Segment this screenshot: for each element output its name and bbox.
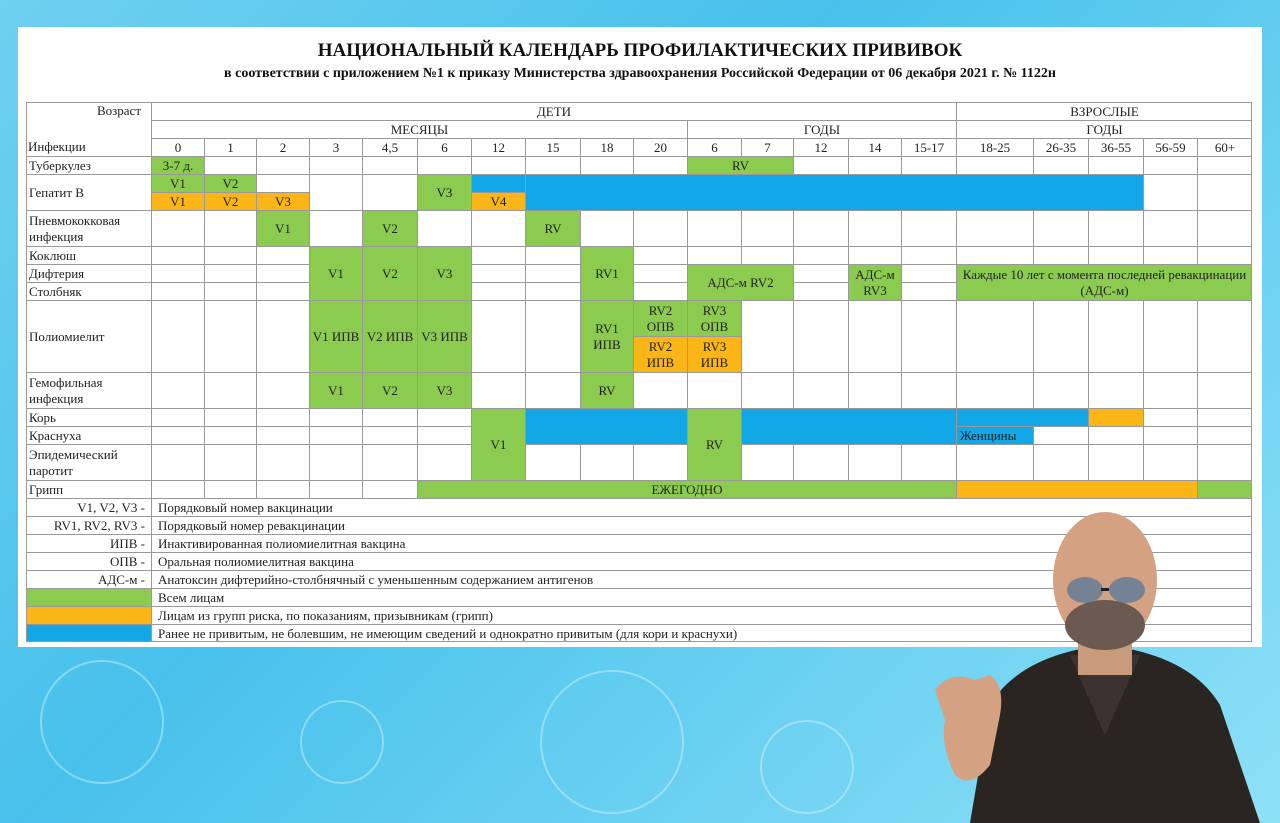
row-label-infection: Краснуха bbox=[26, 426, 151, 444]
empty-cell bbox=[848, 444, 901, 480]
legend-key bbox=[26, 588, 151, 606]
empty-cell bbox=[741, 372, 793, 408]
age-column-header: 18 bbox=[580, 138, 633, 156]
empty-cell bbox=[309, 444, 362, 480]
empty-cell bbox=[793, 282, 848, 300]
flu-elderly-cell bbox=[1197, 480, 1252, 498]
row-label-infection: Гемофильная инфекция bbox=[26, 372, 151, 408]
empty-cell bbox=[633, 210, 687, 246]
empty-cell bbox=[741, 246, 793, 264]
empty-cell bbox=[204, 300, 256, 372]
empty-cell bbox=[1033, 300, 1088, 372]
legend-text: Инактивированная полиомиелитная вакцина bbox=[151, 534, 1252, 552]
age-label: Возраст bbox=[96, 103, 141, 119]
empty-cell bbox=[471, 210, 525, 246]
row-label-infection: Корь bbox=[26, 408, 151, 426]
empty-cell bbox=[151, 300, 204, 372]
empty-cell bbox=[1033, 246, 1088, 264]
empty-cell bbox=[633, 282, 687, 300]
row-label-infection: Грипп bbox=[26, 480, 151, 498]
empty-cell bbox=[1143, 426, 1197, 444]
polio-v3-cell: V3 ИПВ bbox=[417, 300, 471, 372]
empty-cell bbox=[687, 210, 741, 246]
dtp-rv1-cell: RV1 bbox=[580, 246, 633, 300]
hb-v1-cell: V1 bbox=[151, 174, 204, 192]
empty-cell bbox=[956, 444, 1033, 480]
age-column-header: 4,5 bbox=[362, 138, 417, 156]
children-header: ДЕТИ bbox=[151, 102, 956, 120]
pneumo-v1-cell: V1 bbox=[256, 210, 309, 246]
row-label-infection: Пневмококковая инфекция bbox=[26, 210, 151, 246]
background-doodle bbox=[300, 700, 384, 784]
tb-revaccination-cell: RV bbox=[687, 156, 793, 174]
empty-cell bbox=[151, 480, 204, 498]
empty-cell bbox=[362, 408, 417, 426]
empty-cell bbox=[633, 444, 687, 480]
empty-cell bbox=[256, 426, 309, 444]
empty-cell bbox=[151, 210, 204, 246]
empty-cell bbox=[901, 246, 956, 264]
empty-cell bbox=[901, 282, 956, 300]
age-column-header: 2 bbox=[256, 138, 309, 156]
empty-cell bbox=[793, 444, 848, 480]
age-column-header: 3 bbox=[309, 138, 362, 156]
empty-cell bbox=[1143, 210, 1197, 246]
empty-cell bbox=[1143, 246, 1197, 264]
empty-cell bbox=[256, 480, 309, 498]
empty-cell bbox=[956, 246, 1033, 264]
months-header: МЕСЯЦЫ bbox=[151, 120, 687, 138]
pneumo-rv-cell: RV bbox=[525, 210, 580, 246]
age-column-header: 7 bbox=[741, 138, 793, 156]
empty-cell bbox=[901, 156, 956, 174]
empty-cell bbox=[1088, 156, 1143, 174]
adult-diphtheria-cell: Каждые 10 лет с момента последней ревакцинации (АДС-м) bbox=[956, 264, 1252, 300]
legend-text: Анатоксин дифтерийно-столбнячный с уменьшенным содержанием антигенов bbox=[151, 570, 1252, 588]
empty-cell bbox=[1143, 156, 1197, 174]
empty-cell bbox=[580, 210, 633, 246]
hib-v3-cell: V3 bbox=[417, 372, 471, 408]
empty-cell bbox=[151, 426, 204, 444]
dtp-v1-cell: V1 bbox=[309, 246, 362, 300]
empty-cell bbox=[633, 372, 687, 408]
legend-key bbox=[26, 624, 151, 642]
legend-key: V1, V2, V3 - bbox=[26, 498, 151, 516]
age-column-header: 6 bbox=[417, 138, 471, 156]
empty-cell bbox=[525, 246, 580, 264]
hib-rv-cell: RV bbox=[580, 372, 633, 408]
mmr-catchup-cell bbox=[741, 408, 956, 444]
row-label-infection: Столбняк bbox=[26, 282, 151, 300]
empty-cell bbox=[633, 156, 687, 174]
flu-annual-cell: ЕЖЕГОДНО bbox=[417, 480, 956, 498]
age-column-header: 15 bbox=[525, 138, 580, 156]
empty-cell bbox=[956, 300, 1033, 372]
empty-cell bbox=[471, 300, 525, 372]
empty-cell bbox=[309, 156, 362, 174]
row-label-infection: Дифтерия bbox=[26, 264, 151, 282]
empty-cell bbox=[417, 426, 471, 444]
age-column-header: 6 bbox=[687, 138, 741, 156]
adults-header: ВЗРОСЛЫЕ bbox=[956, 102, 1252, 120]
empty-cell bbox=[256, 156, 309, 174]
age-column-header: 20 bbox=[633, 138, 687, 156]
row-label-infection: Коклюш bbox=[26, 246, 151, 264]
empty-cell bbox=[525, 300, 580, 372]
empty-cell bbox=[901, 372, 956, 408]
row-label-infection: Полиомиелит bbox=[26, 300, 151, 372]
hb-v3-risk-cell: V3 bbox=[256, 192, 309, 210]
empty-cell bbox=[1143, 300, 1197, 372]
empty-cell bbox=[687, 372, 741, 408]
empty-cell bbox=[151, 444, 204, 480]
empty-cell bbox=[1143, 174, 1197, 210]
legend-key: RV1, RV2, RV3 - bbox=[26, 516, 151, 534]
empty-cell bbox=[901, 210, 956, 246]
background-doodle bbox=[40, 660, 164, 784]
empty-cell bbox=[204, 480, 256, 498]
empty-cell bbox=[151, 282, 204, 300]
row-label-infection: Эпидемический паротит bbox=[26, 444, 151, 480]
empty-cell bbox=[471, 246, 525, 264]
empty-cell bbox=[471, 372, 525, 408]
empty-cell bbox=[1197, 156, 1252, 174]
empty-cell bbox=[417, 210, 471, 246]
empty-cell bbox=[362, 480, 417, 498]
empty-cell bbox=[256, 444, 309, 480]
mmr-rv-cell: RV bbox=[687, 408, 741, 480]
empty-cell bbox=[525, 156, 580, 174]
polio-rv2-opv-cell: RV2 ОПВ bbox=[633, 300, 687, 336]
empty-cell bbox=[956, 372, 1033, 408]
legend-key bbox=[26, 606, 151, 624]
empty-cell bbox=[1197, 246, 1252, 264]
hb-v2-risk-cell: V2 bbox=[204, 192, 256, 210]
empty-cell bbox=[204, 264, 256, 282]
empty-cell bbox=[848, 246, 901, 264]
person-photo bbox=[930, 505, 1280, 823]
empty-cell bbox=[741, 444, 793, 480]
empty-cell bbox=[309, 210, 362, 246]
empty-cell bbox=[633, 246, 687, 264]
background-doodle bbox=[540, 670, 684, 814]
row-label-infection: Туберкулез bbox=[26, 156, 151, 174]
polio-rv1-cell: RV1 ИПВ bbox=[580, 300, 633, 372]
page-subtitle: в соответствии с приложением №1 к приказу Министерства здравоохранения Российской Федерации от 06 декабря 2021 г. № 1122н bbox=[224, 66, 1056, 81]
infections-label: Инфекции bbox=[28, 139, 86, 155]
empty-cell bbox=[256, 408, 309, 426]
empty-cell bbox=[793, 264, 848, 282]
measles-risk-cell bbox=[1088, 408, 1143, 426]
empty-cell bbox=[1033, 426, 1088, 444]
empty-cell bbox=[848, 210, 901, 246]
empty-cell bbox=[1197, 300, 1252, 372]
tb-vaccination-cell: 3-7 д. bbox=[151, 156, 204, 174]
empty-cell bbox=[1143, 444, 1197, 480]
empty-cell bbox=[525, 444, 580, 480]
empty-cell bbox=[741, 300, 793, 372]
age-column-header: 56-59 bbox=[1143, 138, 1197, 156]
empty-cell bbox=[256, 300, 309, 372]
empty-cell bbox=[471, 264, 525, 282]
age-column-header: 18-25 bbox=[956, 138, 1033, 156]
empty-cell bbox=[471, 156, 525, 174]
empty-cell bbox=[793, 372, 848, 408]
empty-cell bbox=[901, 264, 956, 282]
empty-cell bbox=[256, 282, 309, 300]
dtp-v3-cell: V3 bbox=[417, 246, 471, 300]
hb-catchup-cell bbox=[471, 174, 525, 192]
empty-cell bbox=[204, 372, 256, 408]
empty-cell bbox=[151, 408, 204, 426]
dtp-v2-cell: V2 bbox=[362, 246, 417, 300]
ads-rv3-cell: АДС-м RV3 bbox=[848, 264, 901, 300]
empty-cell bbox=[956, 156, 1033, 174]
legend-text: Ранее не привитым, не болевшим, не имеющим сведений и однократно привитым (для кори и краснухи) bbox=[151, 624, 1252, 642]
empty-cell bbox=[1088, 246, 1143, 264]
age-column-header: 15-17 bbox=[901, 138, 956, 156]
empty-cell bbox=[1033, 444, 1088, 480]
age-column-header: 36-55 bbox=[1088, 138, 1143, 156]
empty-cell bbox=[1197, 210, 1252, 246]
flu-risk-cell bbox=[956, 480, 1197, 498]
empty-cell bbox=[309, 426, 362, 444]
empty-cell bbox=[151, 246, 204, 264]
legend-key: ИПВ - bbox=[26, 534, 151, 552]
background-doodle bbox=[760, 720, 854, 814]
empty-cell bbox=[793, 246, 848, 264]
empty-cell bbox=[309, 408, 362, 426]
empty-cell bbox=[417, 408, 471, 426]
empty-cell bbox=[256, 264, 309, 282]
empty-cell bbox=[204, 408, 256, 426]
empty-cell bbox=[1088, 444, 1143, 480]
empty-cell bbox=[417, 156, 471, 174]
empty-cell bbox=[362, 444, 417, 480]
hib-v1-cell: V1 bbox=[309, 372, 362, 408]
age-column-header: 12 bbox=[793, 138, 848, 156]
empty-cell bbox=[1033, 156, 1088, 174]
polio-rv3-opv-cell: RV3 ОПВ bbox=[687, 300, 741, 336]
polio-v2-cell: V2 ИПВ bbox=[362, 300, 417, 372]
empty-cell bbox=[848, 156, 901, 174]
empty-cell bbox=[309, 174, 362, 210]
empty-cell bbox=[1197, 408, 1252, 426]
empty-cell bbox=[362, 156, 417, 174]
hib-v2-cell: V2 bbox=[362, 372, 417, 408]
empty-cell bbox=[1143, 408, 1197, 426]
empty-cell bbox=[793, 156, 848, 174]
age-column-header: 0 bbox=[151, 138, 204, 156]
empty-cell bbox=[1033, 210, 1088, 246]
empty-cell bbox=[204, 426, 256, 444]
legend-key: АДС-м - bbox=[26, 570, 151, 588]
pneumo-v2-cell: V2 bbox=[362, 210, 417, 246]
empty-cell bbox=[1088, 372, 1143, 408]
age-column-header: 12 bbox=[471, 138, 525, 156]
hb-v2-cell: V2 bbox=[204, 174, 256, 192]
ads-rv2-cell: АДС-м RV2 bbox=[687, 264, 793, 300]
empty-cell bbox=[633, 264, 687, 282]
empty-cell bbox=[848, 300, 901, 372]
hb-v4-risk-cell: V4 bbox=[471, 192, 525, 210]
empty-cell bbox=[204, 210, 256, 246]
hb-catchup-cell bbox=[525, 174, 1143, 210]
empty-cell bbox=[1197, 174, 1252, 210]
empty-cell bbox=[256, 246, 309, 264]
polio-rv2-ipv-cell: RV2 ИПВ bbox=[633, 336, 687, 372]
empty-cell bbox=[901, 444, 956, 480]
empty-cell bbox=[956, 210, 1033, 246]
legend-text: Лицам из групп риска, по показаниям, призывникам (грипп) bbox=[151, 606, 1252, 624]
empty-cell bbox=[1143, 372, 1197, 408]
empty-cell bbox=[362, 426, 417, 444]
empty-cell bbox=[471, 282, 525, 300]
legend-text: Порядковый номер вакцинации bbox=[151, 498, 1252, 516]
empty-cell bbox=[362, 174, 417, 210]
legend-text: Порядковый номер ревакцинации bbox=[151, 516, 1252, 534]
empty-cell bbox=[741, 210, 793, 246]
empty-cell bbox=[901, 300, 956, 372]
rubella-women-cell: Женщины bbox=[956, 426, 1033, 444]
row-label-infection: Гепатит В bbox=[26, 174, 151, 210]
empty-cell bbox=[417, 444, 471, 480]
hb-v3-cell: V3 bbox=[417, 174, 471, 210]
age-column-header: 14 bbox=[848, 138, 901, 156]
empty-cell bbox=[1197, 372, 1252, 408]
empty-cell bbox=[1088, 210, 1143, 246]
mmr-catchup-cell bbox=[525, 408, 687, 444]
empty-cell bbox=[204, 156, 256, 174]
empty-cell bbox=[580, 156, 633, 174]
legend-key: ОПВ - bbox=[26, 552, 151, 570]
age-column-header: 60+ bbox=[1197, 138, 1252, 156]
adult-years-header: ГОДЫ bbox=[956, 120, 1252, 138]
age-column-header: 1 bbox=[204, 138, 256, 156]
empty-cell bbox=[580, 444, 633, 480]
empty-cell bbox=[687, 246, 741, 264]
empty-cell bbox=[204, 282, 256, 300]
empty-cell bbox=[1197, 444, 1252, 480]
legend-text: Оральная полиомиелитная вакцина bbox=[151, 552, 1252, 570]
years-header: ГОДЫ bbox=[687, 120, 956, 138]
empty-cell bbox=[1197, 426, 1252, 444]
age-column-header: 26-35 bbox=[1033, 138, 1088, 156]
empty-cell bbox=[151, 264, 204, 282]
empty-cell bbox=[1088, 426, 1143, 444]
legend-text: Всем лицам bbox=[151, 588, 1252, 606]
empty-cell bbox=[525, 282, 580, 300]
mmr-v1-cell: V1 bbox=[471, 408, 525, 480]
polio-v1-cell: V1 ИПВ bbox=[309, 300, 362, 372]
empty-cell bbox=[848, 372, 901, 408]
empty-cell bbox=[1088, 300, 1143, 372]
empty-cell bbox=[1033, 372, 1088, 408]
page-title: НАЦИОНАЛЬНЫЙ КАЛЕНДАРЬ ПРОФИЛАКТИЧЕСКИХ ПРИВИВОК bbox=[317, 40, 963, 61]
empty-cell bbox=[793, 210, 848, 246]
empty-cell bbox=[525, 264, 580, 282]
polio-rv3-ipv-cell: RV3 ИПВ bbox=[687, 336, 741, 372]
empty-cell bbox=[151, 372, 204, 408]
empty-cell bbox=[309, 480, 362, 498]
measles-adult-cell bbox=[956, 408, 1088, 426]
empty-cell bbox=[256, 372, 309, 408]
empty-cell bbox=[793, 300, 848, 372]
empty-cell bbox=[204, 444, 256, 480]
hb-v1-risk-cell: V1 bbox=[151, 192, 204, 210]
empty-cell bbox=[525, 372, 580, 408]
empty-cell bbox=[204, 246, 256, 264]
